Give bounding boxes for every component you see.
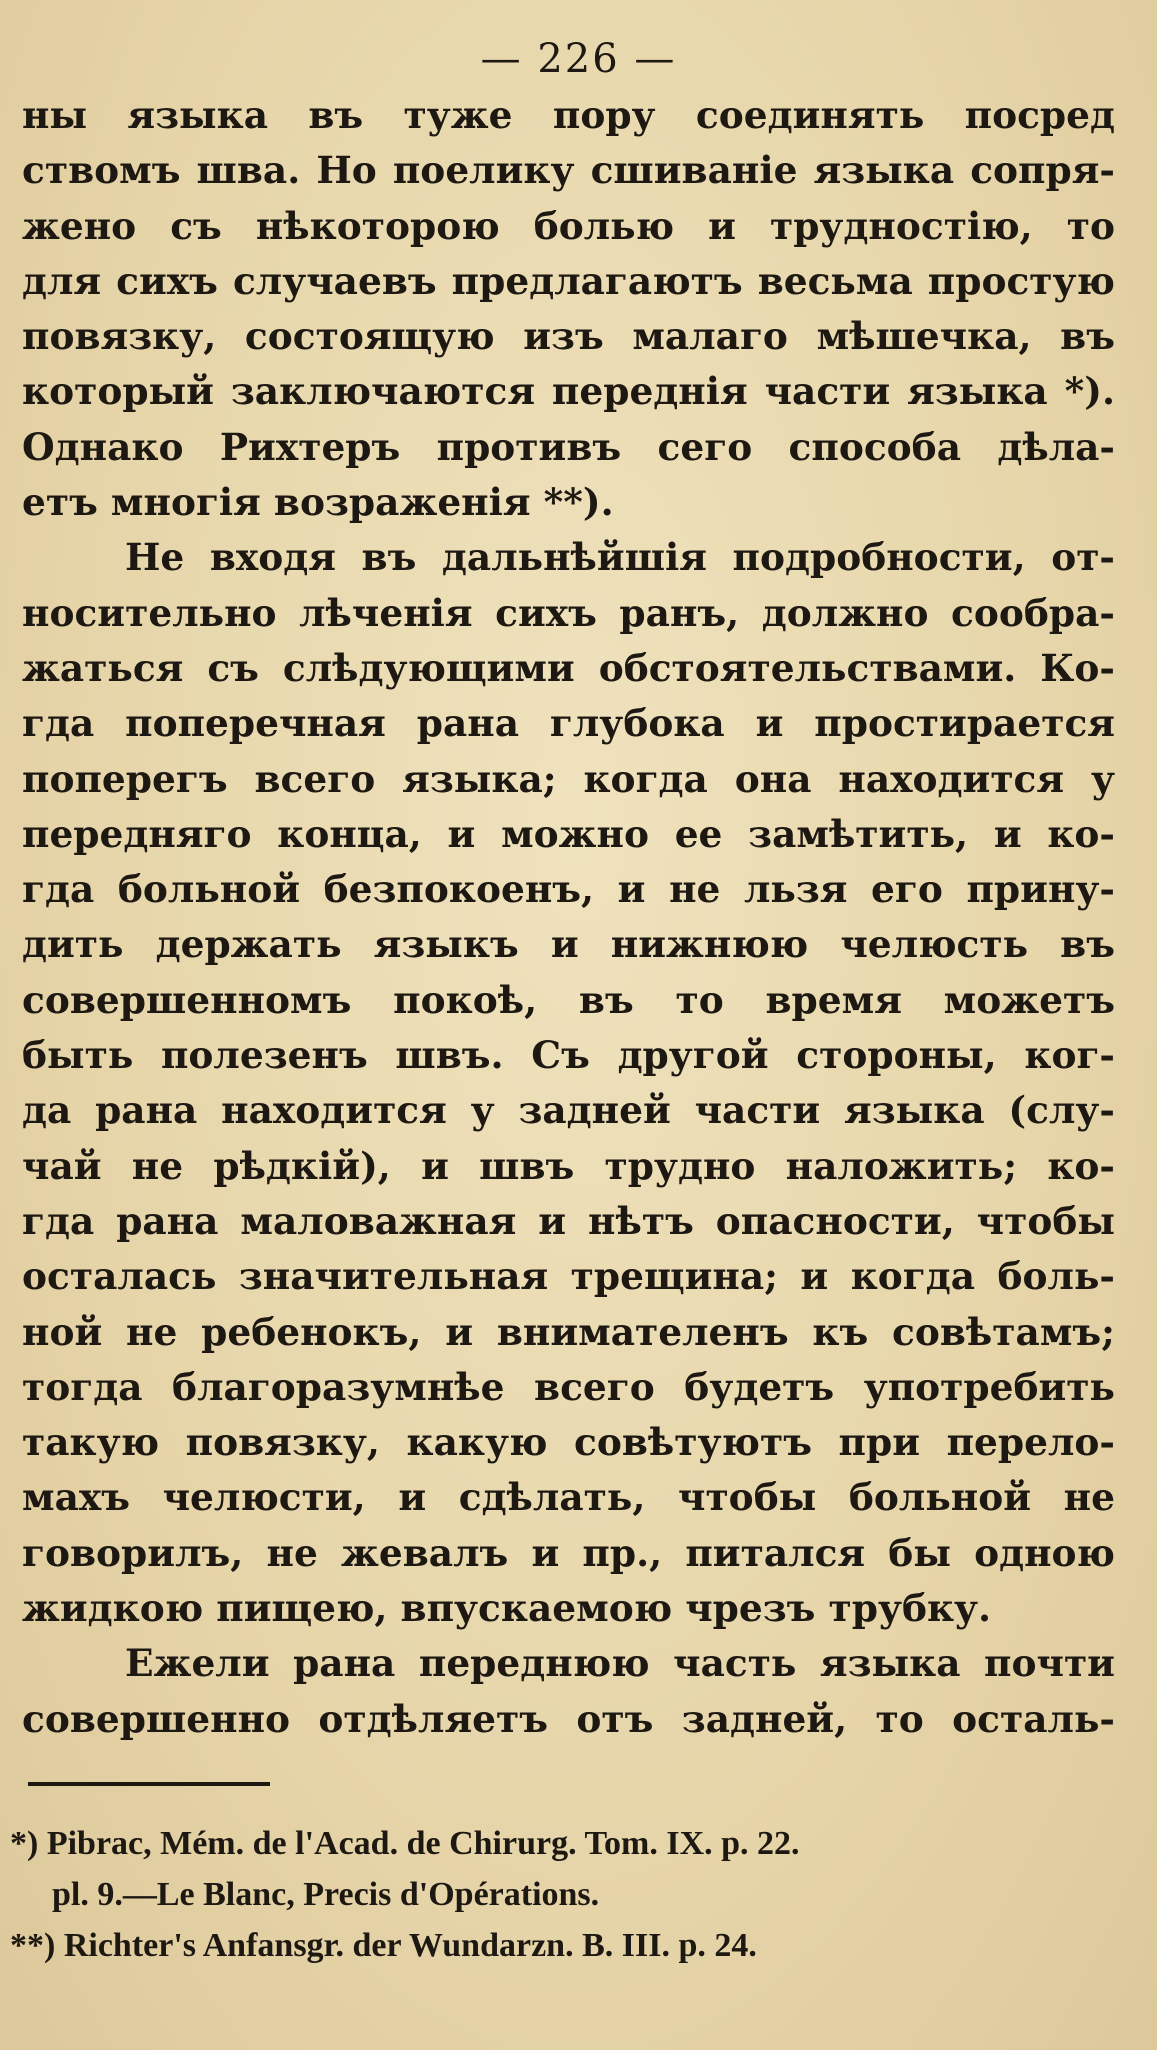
footnotes bbox=[10, 1818, 1115, 1971]
text-line: носительно лѣченія сихъ ранъ, должно сообра- bbox=[22, 590, 1115, 635]
text-line: совершенно отдѣляетъ отъ задней, то осталь- bbox=[22, 1696, 1115, 1741]
text-line: Не входя въ дальнѣйшія подробности, от- bbox=[125, 535, 1115, 580]
text-line: махъ челюсти, и сдѣлать, чтобы больной не bbox=[22, 1475, 1115, 1520]
text-line: Ежели рана переднюю часть языка почти bbox=[125, 1641, 1115, 1686]
text-line: чай не рѣдкій), и швъ трудно наложить; ко- bbox=[22, 1143, 1115, 1188]
text-line: гда больной безпокоенъ, и не льзя его прину- bbox=[22, 867, 1115, 912]
footnote-line: *) Pibrac, Mém. de l'Acad. de Chirurg. Tom. IX. p. 22. bbox=[10, 1825, 800, 1862]
text-line: который заключаются переднія части языка *). bbox=[22, 369, 1115, 414]
text-line: ной не ребенокъ, и внимателенъ къ совѣтамъ; bbox=[22, 1309, 1115, 1354]
footnote-line: pl. 9.—Le Blanc, Precis d'Opérations. bbox=[52, 1876, 600, 1913]
page-number: — 226 — bbox=[480, 36, 677, 82]
text-line: тогда благоразумнѣе всего будетъ употребить bbox=[22, 1364, 1115, 1409]
body-text bbox=[22, 88, 1115, 1747]
text-line: жидкою пищею, впускаемою чрезъ трубку. bbox=[22, 1586, 992, 1631]
text-line: Однако Рихтеръ противъ сего способа дѣла- bbox=[22, 424, 1115, 469]
footnote-divider bbox=[28, 1782, 270, 1786]
text-line: жаться съ слѣдующими обстоятельствами. Ко- bbox=[22, 645, 1115, 690]
text-line: говорилъ, не жевалъ и пр., питался бы одною bbox=[22, 1530, 1115, 1575]
text-line: ствомъ шва. Но поелику сшиваніе языка сопря- bbox=[22, 148, 1115, 193]
footnote-line: **) Richter's Anfansgr. der Wundarzn. B. III. p. 24. bbox=[10, 1927, 757, 1964]
text-line: гда поперечная рана глубока и простирается bbox=[22, 701, 1115, 746]
text-line: етъ многія возраженія **). bbox=[22, 480, 614, 525]
text-line: повязку, состоящую изъ малаго мѣшечка, въ bbox=[22, 314, 1115, 359]
text-line: быть полезенъ швъ. Съ другой стороны, ког- bbox=[22, 1033, 1115, 1078]
text-line: да рана находится у задней части языка (слу- bbox=[22, 1088, 1115, 1133]
text-line: передняго конца, и можно ее замѣтить, и ко- bbox=[22, 811, 1115, 856]
text-line: для сихъ случаевъ предлагаютъ весьма простую bbox=[22, 258, 1115, 303]
text-line: жено съ нѣкоторою болью и трудностію, то bbox=[22, 203, 1115, 248]
text-line: поперегъ всего языка; когда она находится у bbox=[22, 756, 1115, 801]
text-line: дить держать языкъ и нижнюю челюсть въ bbox=[22, 922, 1115, 967]
text-line: такую повязку, какую совѣтуютъ при перело- bbox=[22, 1420, 1115, 1465]
text-line: осталась значительная трещина; и когда боль- bbox=[22, 1254, 1115, 1299]
text-line: гда рана маловажная и нѣтъ опасности, чтобы bbox=[22, 1198, 1115, 1243]
text-line: ны языка въ туже пору соединять посред bbox=[22, 93, 1115, 137]
text-line: совершенномъ покоѣ, въ то время можетъ bbox=[22, 977, 1115, 1022]
